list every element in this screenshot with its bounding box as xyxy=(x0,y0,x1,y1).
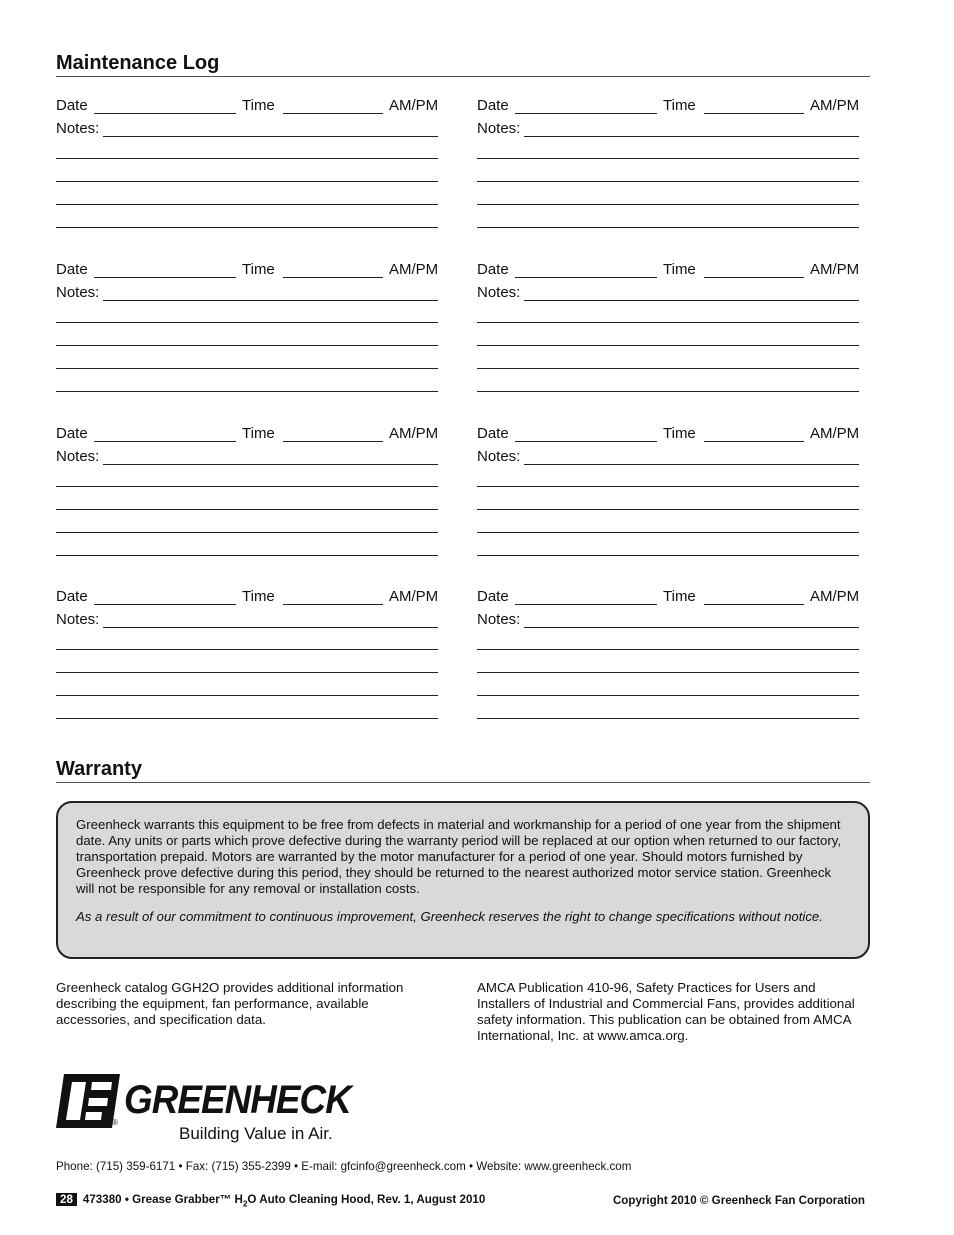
notes-line[interactable] xyxy=(477,672,859,673)
brand-name: GREENHECK xyxy=(124,1078,351,1122)
time-label: Time xyxy=(663,261,696,278)
time-label: Time xyxy=(242,97,275,114)
notes-line[interactable] xyxy=(56,532,438,533)
log-entry xyxy=(56,588,446,634)
date-field[interactable] xyxy=(515,112,657,114)
ampm-label: AM/PM xyxy=(389,588,439,605)
notes-line[interactable] xyxy=(477,509,859,510)
notes-label: Notes: xyxy=(477,284,521,301)
time-label: Time xyxy=(663,425,696,442)
ampm-label: AM/PM xyxy=(810,261,860,278)
time-field[interactable] xyxy=(283,276,383,278)
date-label: Date xyxy=(56,97,88,114)
date-label: Date xyxy=(56,261,88,278)
date-field[interactable] xyxy=(94,440,236,442)
notes-label: Notes: xyxy=(477,611,521,628)
notes-line[interactable] xyxy=(477,322,859,323)
notes-line[interactable] xyxy=(477,227,859,228)
notes-line[interactable] xyxy=(477,204,859,205)
log-entry xyxy=(477,425,867,471)
time-label: Time xyxy=(663,588,696,605)
notes-line[interactable] xyxy=(56,649,438,650)
notes-label: Notes: xyxy=(56,284,100,301)
ampm-label: AM/PM xyxy=(389,97,439,114)
warranty-note: As a result of our commitment to continuous improvement, Greenheck reserves the right to change specifications without notice. xyxy=(76,909,823,924)
notes-line[interactable] xyxy=(477,649,859,650)
time-field[interactable] xyxy=(704,440,804,442)
notes-field[interactable] xyxy=(524,135,859,137)
notes-line[interactable] xyxy=(56,368,438,369)
date-label: Date xyxy=(477,588,509,605)
date-label: Date xyxy=(477,97,509,114)
date-field[interactable] xyxy=(94,603,236,605)
date-field[interactable] xyxy=(515,276,657,278)
notes-label: Notes: xyxy=(477,120,521,137)
notes-line[interactable] xyxy=(56,345,438,346)
notes-line[interactable] xyxy=(56,672,438,673)
notes-line[interactable] xyxy=(477,695,859,696)
time-field[interactable] xyxy=(283,440,383,442)
notes-field[interactable] xyxy=(524,463,859,465)
time-label: Time xyxy=(242,588,275,605)
date-label: Date xyxy=(477,261,509,278)
ampm-label: AM/PM xyxy=(810,588,860,605)
warranty-box xyxy=(56,801,870,959)
notes-field[interactable] xyxy=(103,626,438,628)
notes-line[interactable] xyxy=(477,486,859,487)
notes-line[interactable] xyxy=(56,322,438,323)
notes-line[interactable] xyxy=(56,227,438,228)
notes-line[interactable] xyxy=(56,204,438,205)
warranty-title: Warranty xyxy=(56,758,870,783)
notes-line[interactable] xyxy=(56,555,438,556)
notes-line[interactable] xyxy=(56,486,438,487)
time-field[interactable] xyxy=(704,603,804,605)
notes-line[interactable] xyxy=(477,532,859,533)
notes-field[interactable] xyxy=(524,626,859,628)
time-field[interactable] xyxy=(704,276,804,278)
time-label: Time xyxy=(663,97,696,114)
notes-label: Notes: xyxy=(56,120,100,137)
notes-line[interactable] xyxy=(477,718,859,719)
contact-info: Phone: (715) 359-6171 • Fax: (715) 355-2399 • E-mail: gfcinfo@greenheck.com • Website: www.greenheck.com xyxy=(56,1160,632,1173)
doc-title: 473380 • Grease Grabber™ $H_2O$ Auto Cleaning Hood, Rev. 1, August 2010 xyxy=(82,1193,486,1209)
log-entry xyxy=(56,97,446,143)
ampm-label: AM/PM xyxy=(810,425,860,442)
page-footer xyxy=(56,1193,870,1208)
notes-line[interactable] xyxy=(56,158,438,159)
greenheck-logo xyxy=(56,1074,356,1144)
notes-line[interactable] xyxy=(477,368,859,369)
notes-label: Notes: xyxy=(56,611,100,628)
notes-line[interactable] xyxy=(56,695,438,696)
date-field[interactable] xyxy=(94,276,236,278)
notes-line[interactable] xyxy=(477,181,859,182)
time-field[interactable] xyxy=(283,603,383,605)
registered-mark: ® xyxy=(112,1118,118,1127)
date-label: Date xyxy=(56,588,88,605)
notes-field[interactable] xyxy=(103,299,438,301)
notes-field[interactable] xyxy=(103,463,438,465)
notes-line[interactable] xyxy=(477,345,859,346)
amca-info: AMCA Publication 410-96, Safety Practices for Users and Installers of Industrial and Commercial Fans, provides additional safety information. This publication can be obtained from AMCA International, Inc. at www.amca.org. xyxy=(477,980,855,1043)
date-field[interactable] xyxy=(515,440,657,442)
log-entry xyxy=(56,261,446,307)
notes-line[interactable] xyxy=(56,718,438,719)
date-field[interactable] xyxy=(515,603,657,605)
copyright: Copyright 2010 © Greenheck Fan Corporation xyxy=(612,1194,865,1207)
time-label: Time xyxy=(242,425,275,442)
notes-label: Notes: xyxy=(477,448,521,465)
ampm-label: AM/PM xyxy=(389,261,439,278)
time-field[interactable] xyxy=(704,112,804,114)
ampm-label: AM/PM xyxy=(810,97,860,114)
notes-field[interactable] xyxy=(103,135,438,137)
log-entry xyxy=(477,588,867,634)
notes-line[interactable] xyxy=(56,509,438,510)
maintenance-log-title: Maintenance Log xyxy=(56,52,870,77)
catalog-info: Greenheck catalog GGH2O provides additional information describing the equipment, fan performance, available accessories, and specification data. xyxy=(56,980,404,1027)
page-number: 28 xyxy=(56,1193,77,1206)
ampm-label: AM/PM xyxy=(389,425,439,442)
notes-line[interactable] xyxy=(477,158,859,159)
greenheck-mark-icon xyxy=(56,1074,120,1128)
log-entry xyxy=(477,261,867,307)
date-field[interactable] xyxy=(94,112,236,114)
notes-line[interactable] xyxy=(477,391,859,392)
notes-field[interactable] xyxy=(524,299,859,301)
notes-line[interactable] xyxy=(56,391,438,392)
date-label: Date xyxy=(477,425,509,442)
log-entry xyxy=(56,425,446,471)
notes-label: Notes: xyxy=(56,448,100,465)
notes-line[interactable] xyxy=(477,555,859,556)
warranty-body: Greenheck warrants this equipment to be free from defects in material and workmanship for a period of one year from the shipment date. Any units or parts which prove defective during the warranty period will be replaced at our option when returned to our factory, transportation prepaid. Motors are warranted by the motor manufacturer for a period of one year. Should motors furnished by Greenheck prove defective during this period, they should be returned to the nearest authorized motor service station. Greenheck will not be responsible for any removal or installation costs. xyxy=(76,817,842,896)
brand-tagline: Building Value in Air. xyxy=(179,1124,333,1143)
time-field[interactable] xyxy=(283,112,383,114)
time-label: Time xyxy=(242,261,275,278)
log-entry xyxy=(477,97,867,143)
notes-line[interactable] xyxy=(56,181,438,182)
date-label: Date xyxy=(56,425,88,442)
